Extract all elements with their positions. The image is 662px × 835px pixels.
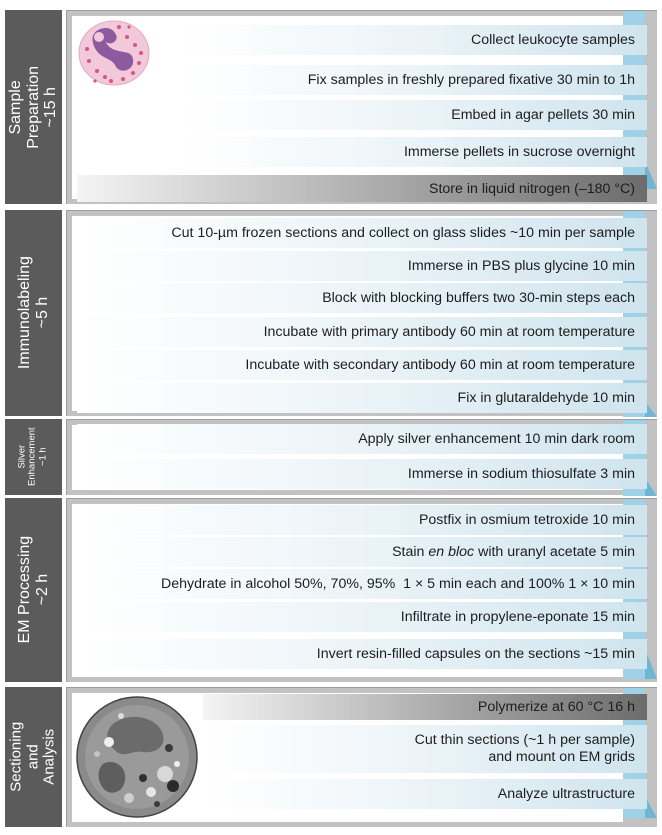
step-item: Embed in agar pellets 30 min xyxy=(182,100,647,130)
section-label-line: Silver xyxy=(16,445,28,469)
step-item: Postfix in osmium tetroxide 10 min xyxy=(77,505,647,535)
em-cell-micrograph xyxy=(73,694,201,820)
step-item: Immerse in sodium thiosulfate 3 min xyxy=(77,459,647,489)
section-silver-enhancement xyxy=(5,419,657,495)
step-item: Apply silver enhancement 10 min dark room xyxy=(77,424,647,454)
section-label-line: ~5 h xyxy=(33,297,51,329)
steps-panel xyxy=(66,498,657,682)
step-item: Collect leukocyte samples xyxy=(182,25,647,55)
step-item: Fix samples in freshly prepared fixative 30 min to 1h xyxy=(182,65,647,95)
section-label-line: Analysis xyxy=(40,729,58,785)
step-item: Cut thin sections (~1 h per sample) and mount on EM grids xyxy=(203,725,647,773)
step-item: Block with blocking buffers two 30-min steps each xyxy=(77,283,647,313)
section-label-line: ~15 h xyxy=(42,86,60,128)
section-label-line: Immunolabeling xyxy=(15,256,33,370)
section-label-line: and xyxy=(24,744,42,770)
leukocyte-cell-illustration xyxy=(75,17,153,89)
step-item: Invert resin-filled capsules on the sections ~15 min xyxy=(77,639,647,669)
step-item: Incubate with secondary antibody 60 min at room temperature xyxy=(77,350,647,380)
step-item: Immerse in PBS plus glycine 10 min xyxy=(77,251,647,281)
step-item: Cut 10-µm frozen sections and collect on glass slides ~10 min per sample xyxy=(77,218,647,248)
section-label-line: ~2 h xyxy=(33,574,51,606)
section-label xyxy=(5,419,62,495)
section-label xyxy=(5,210,62,416)
section-label-line: Sample xyxy=(7,79,25,135)
step-item: Analyze ultrastructure xyxy=(203,779,647,809)
section-em-processing xyxy=(5,498,657,682)
step-item: Polymerize at 60 °C 16 h xyxy=(203,694,647,720)
section-label xyxy=(5,498,62,682)
step-item: Fix in glutaraldehyde 10 min xyxy=(77,383,647,413)
section-label xyxy=(5,10,62,204)
section-label-line: Sectioning xyxy=(7,721,25,793)
section-sectioning-and-analysis xyxy=(5,687,657,827)
step-item: Infiltrate in propylene-eponate 15 min xyxy=(77,602,647,632)
step-item: Incubate with primary antibody 60 min at room temperature xyxy=(77,317,647,347)
step-item: Stain en bloc with uranyl acetate 5 min xyxy=(77,537,647,567)
steps-panel xyxy=(66,687,657,827)
step-item: Immerse pellets in sucrose overnight xyxy=(182,137,647,167)
section-label-line: ~1 h xyxy=(37,447,49,467)
step-item: Dehydrate in alcohol 50%, 70%, 95% 1 × 5 min each and 100% 1 × 10 min xyxy=(77,569,647,599)
step-item: Store in liquid nitrogen (–180 °C) xyxy=(77,175,647,202)
section-label-line: EM Processing xyxy=(15,536,33,644)
steps-panel xyxy=(66,419,657,495)
section-immunolabeling xyxy=(5,210,657,416)
section-label-line: Enhancement xyxy=(27,427,39,487)
steps-panel xyxy=(66,210,657,416)
steps-panel xyxy=(66,10,657,204)
section-sample-preparation xyxy=(5,10,657,204)
section-label-line: Preparation xyxy=(24,65,42,149)
section-label xyxy=(5,687,62,827)
